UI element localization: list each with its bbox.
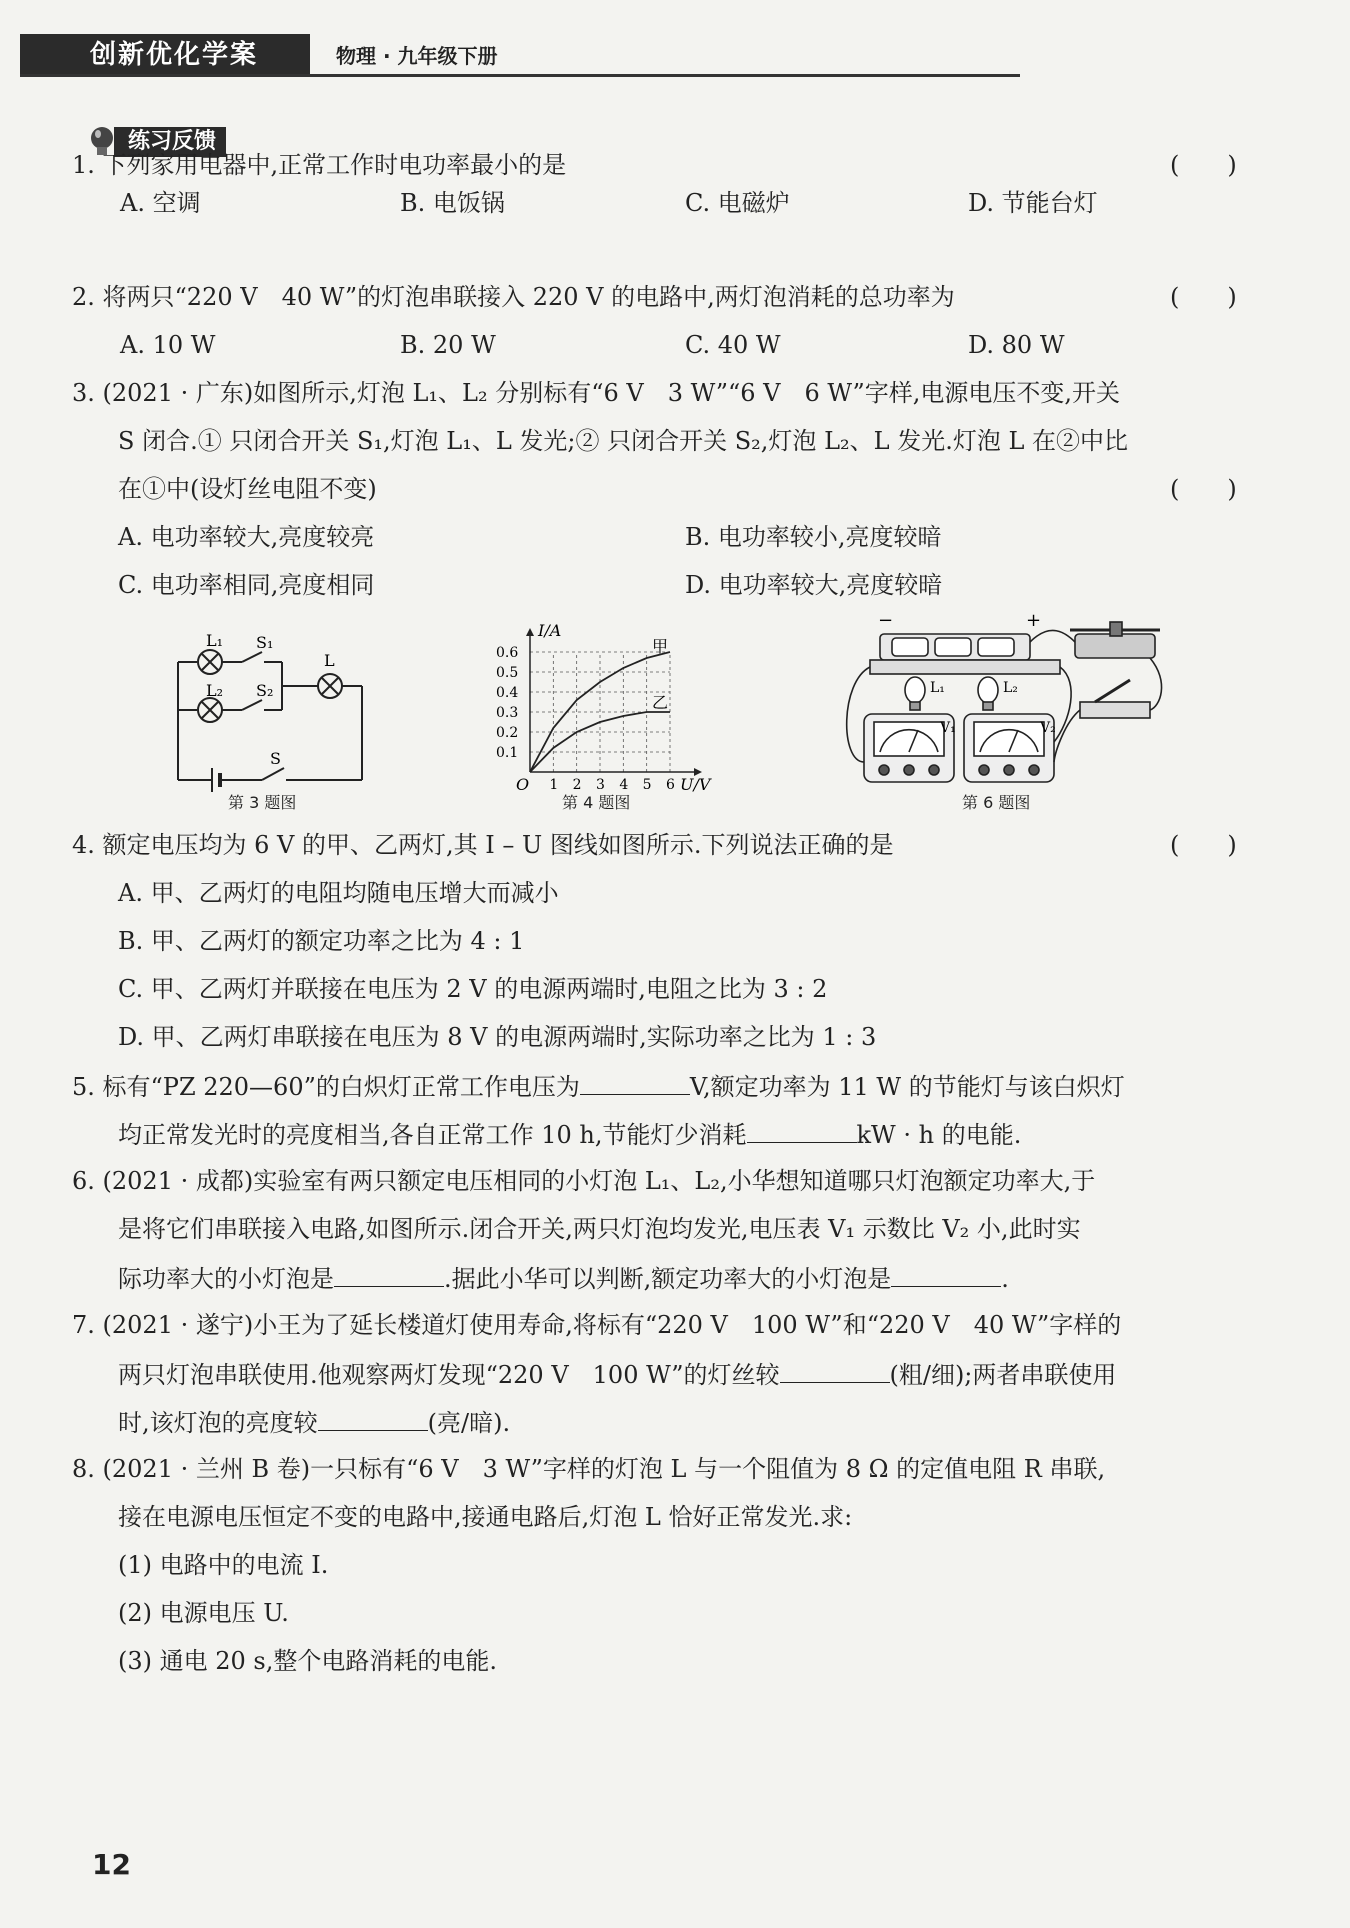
figure-3-circuit — [170, 622, 370, 794]
q7-blank-2[interactable] — [318, 1406, 428, 1431]
q5-text-2: V,额定功率为 11 W 的节能灯与该白炽灯 — [689, 1073, 1125, 1101]
q7-text-3: 时,该灯泡的亮度较 — [118, 1409, 318, 1437]
fig3-label-l2: L₂ — [206, 681, 224, 700]
brand-title: 创新优化学案 — [20, 34, 310, 76]
page-header — [20, 34, 1020, 76]
q4-option-b: B. 甲、乙两灯的额定功率之比为 4 : 1 — [118, 927, 525, 955]
q5-line2 — [118, 1118, 1021, 1150]
q6-line2: 是将它们串联接入电路,如图所示.闭合开关,两只灯泡均发光,电压表 V₁ 示数比 V₂ 小,此时实 — [118, 1215, 1081, 1243]
q3-line2: S 闭合.① 只闭合开关 S₁,灯泡 L₁、L 发光;② 只闭合开关 S₂,灯泡 L₂、L 发光.灯泡 L 在②中比 — [118, 427, 1129, 455]
figure-6-caption: 第 6 题图 — [962, 793, 1031, 812]
fig4-ytick-4: 0.4 — [496, 685, 519, 701]
q6-blank-1[interactable] — [334, 1262, 444, 1287]
q4-answer-paren: ( ) — [1170, 831, 1237, 859]
q5-blank-1[interactable] — [580, 1070, 690, 1095]
fig4-ytick-5: 0.5 — [496, 665, 519, 681]
q3-option-d: D. 电功率较大,亮度较暗 — [685, 571, 943, 599]
fig4-ytick-2: 0.2 — [496, 725, 519, 741]
q3-line3: 在①中(设灯丝电阻不变) — [118, 475, 377, 503]
q6-line3 — [118, 1262, 1009, 1294]
q5-blank-2[interactable] — [747, 1118, 857, 1143]
q2-option-c: C. 40 W — [685, 331, 781, 359]
fig4-xtick-5: 5 — [642, 777, 652, 793]
fig4-xtick-4: 4 — [619, 777, 629, 793]
q8-part-3: (3) 通电 20 s,整个电路消耗的电能. — [118, 1647, 497, 1675]
q2-option-b: B. 20 W — [400, 331, 496, 359]
q8-line1: 8. (2021 · 兰州 B 卷)一只标有“6 V 3 W”字样的灯泡 L 与一个阻值为 8 Ω 的定值电阻 R 串联, — [72, 1455, 1106, 1483]
q5-text-1: 5. 标有“PZ 220—60”的白炽灯正常工作电压为 — [72, 1073, 580, 1101]
fig4-series-jia-label: 甲 — [652, 637, 669, 656]
q1-option-a: A. 空调 — [120, 189, 201, 217]
q8-part-2: (2) 电源电压 U. — [118, 1599, 289, 1627]
q6-blank-2[interactable] — [891, 1262, 1001, 1287]
q3-option-c: C. 电功率相同,亮度相同 — [118, 571, 375, 599]
q1-option-d: D. 节能台灯 — [968, 189, 1098, 217]
fig4-ytick-6: 0.6 — [496, 645, 519, 661]
fig3-label-l: L — [324, 651, 335, 670]
fig4-xtick-3: 3 — [596, 777, 605, 793]
fig3-label-s: S — [270, 749, 281, 768]
q5-line1 — [72, 1070, 1125, 1102]
q1-answer-paren: ( ) — [1170, 151, 1237, 179]
fig3-label-l1: L₁ — [206, 631, 224, 650]
subject-title: 物理 · 九年级下册 — [336, 44, 498, 68]
fig4-ytick-3: 0.3 — [496, 705, 519, 721]
q3-answer-paren: ( ) — [1170, 475, 1237, 503]
fig4-xlabel: U/V — [680, 775, 711, 794]
q4-option-a: A. 甲、乙两灯的电阻均随电压增大而减小 — [118, 879, 559, 907]
fig4-xtick-6: 6 — [666, 777, 675, 793]
figure-6-apparatus — [840, 612, 1170, 792]
q2-stem: 2. 将两只“220 V 40 W”的灯泡串联接入 220 V 的电路中,两灯泡消耗的总功率为 — [72, 283, 955, 311]
q2-option-d: D. 80 W — [968, 331, 1065, 359]
q8-part-1: (1) 电路中的电流 I. — [118, 1551, 329, 1579]
q1-option-c: C. 电磁炉 — [685, 189, 790, 217]
q6-text-1: 际功率大的小灯泡是 — [118, 1265, 334, 1293]
q5-text-3: 均正常发光时的亮度相当,各自正常工作 10 h,节能灯少消耗 — [118, 1121, 747, 1149]
q6-text-3: . — [1001, 1265, 1009, 1293]
page-number: 12 — [92, 1848, 131, 1881]
q6-text-2: .据此小华可以判断,额定功率大的小灯泡是 — [444, 1265, 892, 1293]
fig4-series-yi-label: 乙 — [652, 693, 669, 712]
q8-line2: 接在电源电压恒定不变的电路中,接通电路后,灯泡 L 恰好正常发光.求: — [118, 1503, 853, 1531]
q7-text-1: 两只灯泡串联使用.他观察两灯发现“220 V 100 W”的灯丝较 — [118, 1361, 780, 1389]
q3-option-b: B. 电功率较小,亮度较暗 — [685, 523, 942, 551]
fig4-ytick-1: 0.1 — [496, 745, 519, 761]
q3-option-a: A. 电功率较大,亮度较亮 — [118, 523, 375, 551]
q7-line3 — [118, 1406, 510, 1438]
fig4-origin: O — [516, 775, 530, 794]
q1-option-b: B. 电饭锅 — [400, 189, 505, 217]
q7-text-4: (亮/暗). — [427, 1409, 511, 1437]
fig3-label-s1: S₁ — [256, 633, 274, 652]
fig6-plus-label: + — [1026, 612, 1042, 631]
fig6-v1-label: V₁ — [940, 720, 956, 736]
q4-stem: 4. 额定电压均为 6 V 的甲、乙两灯,其 I – U 图线如图所示.下列说法正确的是 — [72, 831, 894, 859]
figure-4-caption: 第 4 题图 — [562, 793, 631, 812]
q7-line2 — [118, 1358, 1116, 1390]
q7-blank-1[interactable] — [780, 1358, 890, 1383]
q7-text-2: (粗/细);两者串联使用 — [889, 1361, 1117, 1389]
figure-4-iu-graph — [490, 622, 720, 794]
section-title: 练习反馈 — [114, 127, 226, 157]
fig6-l1-label: L₁ — [930, 680, 945, 696]
fig6-minus-label: − — [878, 612, 894, 631]
fig4-xtick-2: 2 — [572, 777, 582, 793]
figure-3-caption: 第 3 题图 — [228, 793, 297, 812]
q4-option-d: D. 甲、乙两灯串联接在电压为 8 V 的电源两端时,实际功率之比为 1 : 3 — [118, 1023, 877, 1051]
q7-line1: 7. (2021 · 遂宁)小王为了延长楼道灯使用寿命,将标有“220 V 100 W”和“220 V 40 W”字样的 — [72, 1311, 1122, 1339]
q2-option-a: A. 10 W — [120, 331, 216, 359]
q2-answer-paren: ( ) — [1170, 283, 1237, 311]
fig6-v2-label: V₂ — [1040, 720, 1056, 736]
q6-line1: 6. (2021 · 成都)实验室有两只额定电压相同的小灯泡 L₁、L₂,小华想知道哪只灯泡额定功率大,于 — [72, 1167, 1096, 1195]
fig4-xtick-1: 1 — [549, 777, 559, 793]
q1-stem: 1. 下列家用电器中,正常工作时电功率最小的是 — [72, 151, 567, 179]
fig6-l2-label: L₂ — [1003, 680, 1018, 696]
header-rule — [20, 74, 1020, 77]
fig4-ylabel: I/A — [538, 622, 562, 640]
q4-option-c: C. 甲、乙两灯并联接在电压为 2 V 的电源两端时,电阻之比为 3 : 2 — [118, 975, 828, 1003]
q3-line1: 3. (2021 · 广东)如图所示,灯泡 L₁、L₂ 分别标有“6 V 3 W”“6 V 6 W”字样,电源电压不变,开关 — [72, 379, 1121, 407]
q5-text-4: kW · h 的电能. — [856, 1121, 1022, 1149]
fig3-label-s2: S₂ — [256, 681, 274, 700]
